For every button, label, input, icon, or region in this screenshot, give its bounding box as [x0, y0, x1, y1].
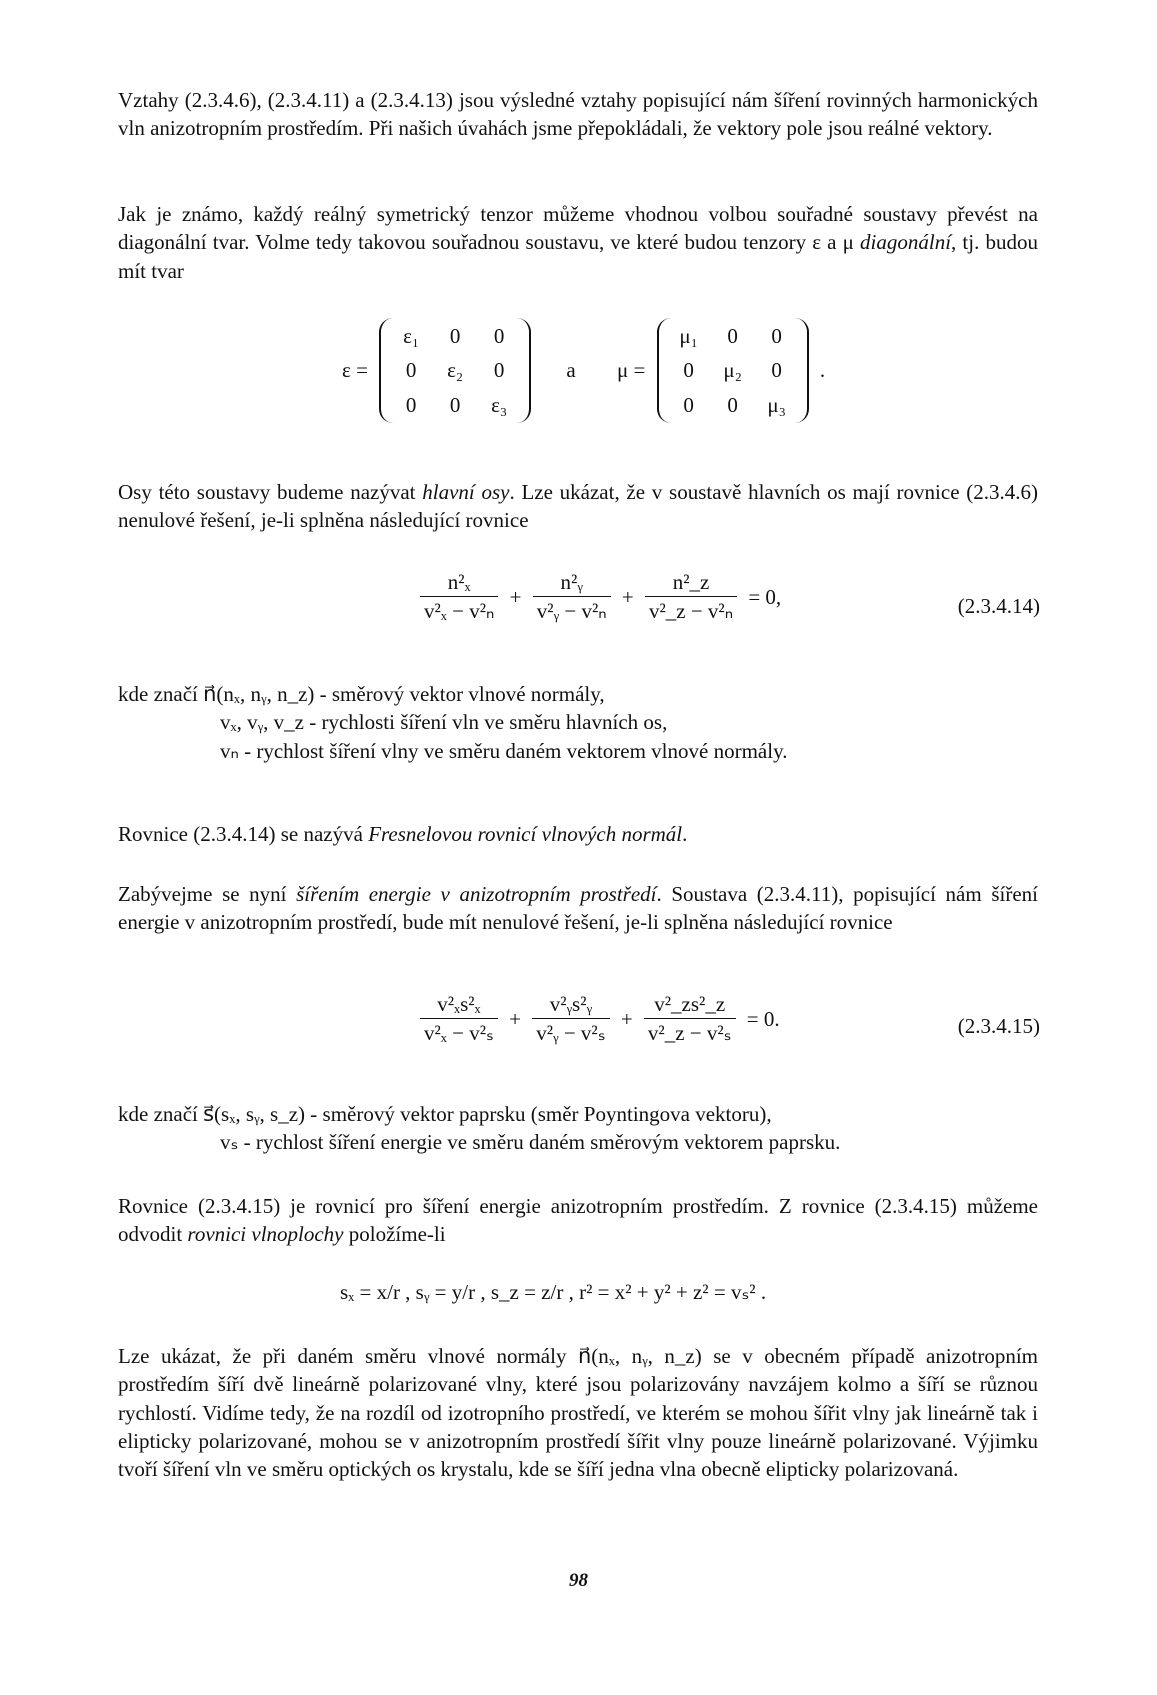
definition-line: vₙ - rychlost šíření vlny ve směru daném vektorem vlnové normály. [220, 738, 788, 763]
text-run: . Lze ukázat, že v soustavě hlavních os mají rovnice (2.3.4.6) nenulové řešení, je-li splněna následující rovnice [118, 480, 1038, 533]
matrix-cell: 0 [727, 392, 738, 417]
text-run: Jak je známo, každý reálný symetrický tenzor můžeme vhodnou volbou souřadné soustavy převést na diagonální tvar. Volme tedy takovou souřadnou soustavu, ve které budou tenzory ε a μ [118, 202, 1038, 255]
equation-2-3-4-15 [420, 990, 786, 1048]
text-run: , tj. budou mít tvar [118, 230, 1038, 283]
text-run: Zabývejme se nyní [118, 882, 297, 906]
page-number: 98 [569, 1570, 588, 1591]
matrix-cell: 0 [683, 358, 694, 383]
paragraph-text [118, 478, 1038, 535]
text-run: Rovnice (2.3.4.14) se nazývá [118, 822, 369, 846]
plus-sign: + [620, 1006, 633, 1031]
text-run: . Soustava (2.3.4.11), popisující nám šíření energie v anizotropním prostředí, bude mít nenulové řešení, je-li splněna následující rovnice [118, 882, 1038, 935]
italic-term: rovnici vlnoplochy [187, 1222, 344, 1247]
definition-line: kde značí s⃗(sₓ, sᵧ, s_z) - směrový vektor paprsku (směr Poyntingova vektoru), [118, 1102, 772, 1126]
matrix-cell: 0 [493, 358, 505, 383]
paragraph-intro [118, 86, 1038, 143]
matrix-cell: 0 [727, 324, 738, 348]
definition-line: vₛ - rychlost šíření energie ve směru daném směrovým vektorem paprsku. [220, 1130, 841, 1155]
definitions-normal [118, 680, 1038, 765]
matrix-cell: 0 [405, 392, 417, 417]
equation-period: . [819, 358, 826, 383]
matrix-cell: μ₁ [679, 324, 698, 348]
mu-matrix [657, 318, 809, 423]
eps-label: ε = [342, 358, 368, 383]
paragraph-text [118, 200, 1038, 285]
equation-number: (2.3.4.15) [957, 1014, 1040, 1038]
text-run: Rovnice (2.3.4.15) je rovnicí pro šíření energie anizotropním prostředím. Z rovnice (2.3.4.15) můžeme odvodit [118, 1194, 1038, 1247]
fraction [645, 568, 737, 626]
fraction [644, 990, 736, 1048]
equation-2-3-4-14 [420, 568, 787, 626]
paragraph-text [118, 1192, 1038, 1249]
plus-sign: + [509, 1006, 521, 1031]
matrix-cell: ε₂ [447, 358, 464, 383]
definition-line: vₓ, vᵧ, v_z - rychlosti šíření vln ve směru hlavních os, [220, 710, 668, 735]
plus-sign: + [509, 584, 522, 609]
equation-rhs: = 0, [748, 584, 782, 609]
denominator: v²_z − v²ₛ [644, 1018, 736, 1047]
paragraph-fresnel [118, 820, 1038, 848]
matrix-cell: ε₁ [403, 324, 420, 348]
paragraph-text [118, 820, 1038, 848]
matrix-cell: 0 [771, 358, 782, 383]
plus-sign: + [621, 584, 634, 609]
paragraph-text [118, 880, 1038, 937]
paragraph-diagonal [118, 200, 1038, 285]
matrix-cell: μ₂ [723, 358, 742, 383]
paragraph-wavefront [118, 1192, 1038, 1249]
paragraph-principal-axes [118, 478, 1038, 535]
italic-term: Fresnelovou rovnicí vlnových normál [368, 822, 683, 846]
equation-rhs: = 0. [746, 1006, 780, 1031]
numerator: n²ᵧ [560, 570, 583, 594]
italic-term: hlavní osy [422, 480, 510, 504]
substitution-equation [340, 1278, 766, 1306]
denominator: v²ᵧ − v²ₙ [533, 596, 611, 625]
matrix-equation [336, 318, 831, 423]
denominator: v²ᵧ − v²ₛ [532, 1018, 609, 1047]
text-run: Osy této soustavy budeme nazývat [118, 480, 423, 504]
denominator: v²ₓ − v²ₛ [420, 1018, 498, 1047]
matrix-cell: 0 [405, 358, 417, 383]
fraction [420, 990, 498, 1048]
fraction [533, 568, 611, 626]
mu-label: μ = [617, 358, 646, 383]
matrix-cell: 0 [493, 324, 505, 348]
definitions-ray [118, 1100, 1038, 1157]
paragraph-polarization [118, 1342, 1038, 1484]
matrix-cell: μ₃ [767, 392, 786, 417]
italic-term: diagonální [860, 230, 952, 255]
fraction [420, 568, 498, 626]
matrix-cell: 0 [771, 324, 782, 348]
denominator: v²ₓ − v²ₙ [420, 596, 498, 625]
paragraph-energy [118, 880, 1038, 937]
matrix-cell: 0 [683, 392, 694, 417]
numerator: v²ₓs²ₓ [437, 992, 481, 1016]
paragraph-text: Lze ukázat, že při daném směru vlnové normály n⃗(nₓ, nᵧ, n_z) se v obecném případě anizotropním prostředím šíří dvě lineárně polarizované vlny, které jsou polarizovány navzájem kolmo a šíří se různou rychlostí. Vidíme tedy, že na rozdíl od izotropního prostředí, ve kterém se mohou šířit vlny jak lineárně tak i elipticky polarizované, mohou se v anizotropním prostředí šířit vlny pouze lineárně polarizované. Výjimku tvoří šíření vln ve směru optických os krystalu, kde se šíří jedna vlna obecně elipticky polarizovaná. [118, 1344, 1038, 1482]
matrix-cell: ε₃ [491, 392, 508, 417]
numerator: v²_zs²_z [654, 992, 726, 1016]
numerator: n²_z [672, 570, 710, 594]
text-run: položíme-li [343, 1222, 446, 1247]
numerator: v²ᵧs²ᵧ [549, 992, 593, 1016]
epsilon-matrix [379, 318, 531, 423]
denominator: v²_z − v²ₙ [645, 596, 737, 625]
text-run: . [682, 822, 688, 846]
equation-text: sₓ = x/r , sᵧ = y/r , s_z = z/r , r² = x² + y² + z² = vₛ² . [340, 1280, 767, 1304]
matrix-cell: 0 [449, 324, 461, 348]
fraction [532, 990, 609, 1048]
equation-number: (2.3.4.14) [957, 594, 1040, 618]
and-word: a [566, 358, 576, 383]
definition-line: kde značí n⃗(nₓ, nᵧ, n_z) - směrový vektor vlnové normály, [118, 682, 605, 706]
italic-term: šířením energie v anizotropním prostředí [296, 882, 657, 906]
numerator: n²ₓ [447, 570, 471, 594]
matrix-cell: 0 [449, 392, 461, 417]
paragraph-text: Vztahy (2.3.4.6), (2.3.4.11) a (2.3.4.13) jsou výsledné vztahy popisující nám šíření rovinných harmonických vln anizotropním prostředím. Při našich úvahách jsme přepokládali, že vektory pole jsou reálné vektory. [118, 88, 1038, 141]
